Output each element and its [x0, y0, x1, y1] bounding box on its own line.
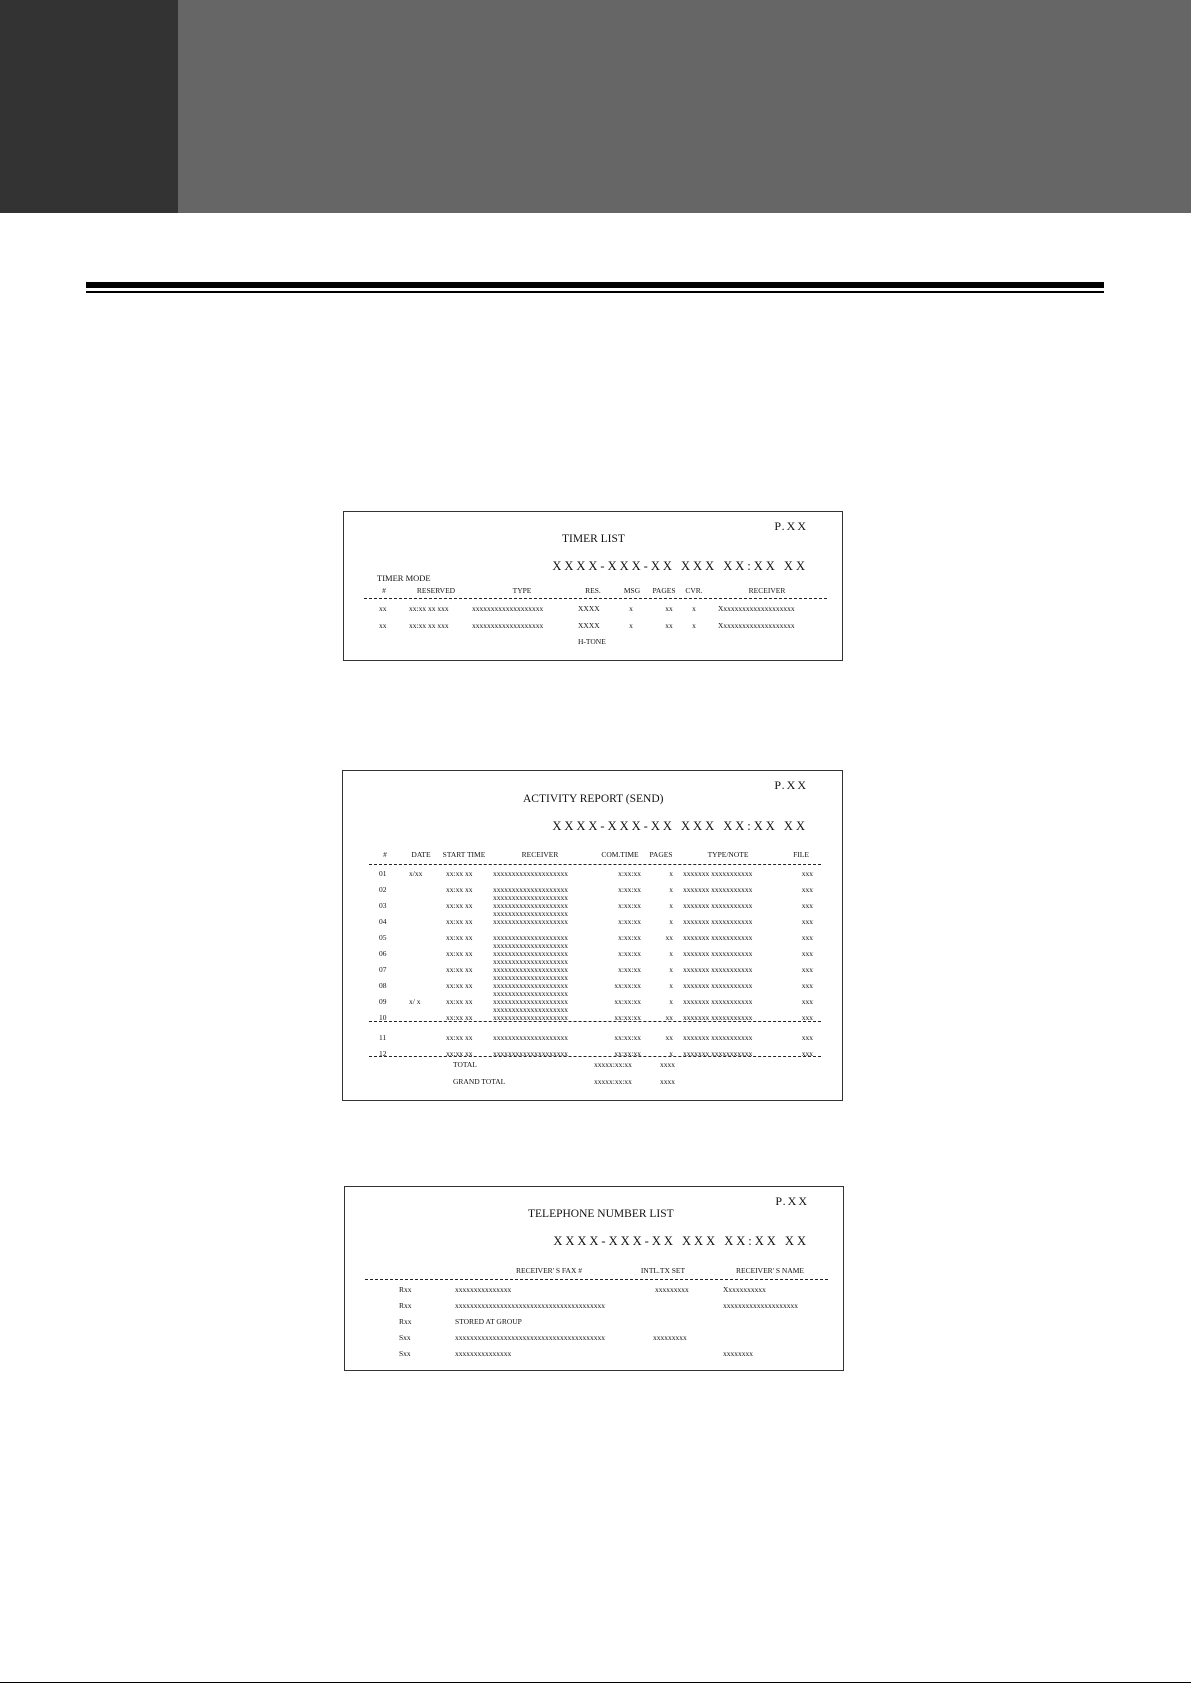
- row-number: 01: [379, 869, 387, 878]
- row-type-note: xxxxxxx xxxxxxxxxxx: [683, 901, 753, 910]
- row-receiver: xxxxxxxxxxxxxxxxxxxx: [493, 965, 568, 974]
- row-number: 11: [379, 1033, 387, 1042]
- row-pages: xx: [665, 1013, 673, 1022]
- row-number: 09: [379, 997, 387, 1006]
- row-fax-number: xxxxxxxxxxxxxxxxxxxxxxxxxxxxxxxxxxxxxxxx: [455, 1333, 605, 1342]
- column-header: TYPE/NOTE: [707, 850, 749, 859]
- column-header: RECEIVER: [748, 586, 786, 595]
- page-header-band: [178, 0, 1191, 213]
- page-number: P.XX: [774, 778, 808, 792]
- row-code: Rxx: [399, 1285, 412, 1294]
- grand-total-label: GRAND TOTAL: [453, 1077, 506, 1086]
- page-bottom-rule: [0, 1682, 1191, 1683]
- row-receiver-name: Xxxxxxxxxxx: [723, 1285, 766, 1294]
- row-com-time: x:xx:xx: [618, 949, 641, 958]
- timer-cell: xx:xx xx xxx: [409, 604, 449, 613]
- row-fax-number: xxxxxxxxxxxxxxx: [455, 1349, 512, 1358]
- row-type-note: xxxxxxx xxxxxxxxxxx: [683, 933, 753, 942]
- totals-divider: [369, 1056, 821, 1057]
- row-file: xxx: [801, 981, 813, 990]
- report-title: TIMER LIST: [562, 533, 625, 545]
- row-file: xxx: [801, 917, 813, 926]
- column-header: RECEIVER' S FAX #: [515, 1266, 582, 1275]
- timer-cell: xx: [379, 621, 387, 630]
- row-com-time: x:xx:xx: [618, 869, 641, 878]
- row-receiver-line2: xxxxxxxxxxxxxxxxxxxx: [493, 957, 568, 966]
- row-pages: x: [669, 997, 673, 1006]
- column-header: MSG: [623, 586, 641, 595]
- timer-cell: xxxxxxxxxxxxxxxxxxx: [472, 604, 544, 613]
- row-number: 02: [379, 885, 387, 894]
- row-number: 05: [379, 933, 387, 942]
- row-receiver: xxxxxxxxxxxxxxxxxxxx: [493, 933, 568, 942]
- row-pages: x: [669, 869, 673, 878]
- telephone-number-list-sample: [344, 1186, 844, 1371]
- column-header: FILE: [793, 850, 809, 859]
- column-header: RES.: [585, 586, 601, 595]
- timer-cell: Xxxxxxxxxxxxxxxxxxxx: [718, 621, 795, 630]
- row-intl-tx-set: xxxxxxxxx: [655, 1285, 689, 1294]
- row-pages: x: [669, 885, 673, 894]
- page-number: P.XX: [774, 519, 808, 533]
- chapter-tab-block: [0, 0, 178, 213]
- row-type-note: xxxxxxx xxxxxxxxxxx: [683, 869, 753, 878]
- row-receiver: xxxxxxxxxxxxxxxxxxxx: [493, 901, 568, 910]
- row-start-time: xx:xx xx: [446, 885, 473, 894]
- row-number: 04: [379, 917, 387, 926]
- row-pages: xx: [665, 933, 673, 942]
- row-intl-tx-set: xxxxxxxxx: [653, 1333, 687, 1342]
- row-receiver-line2: xxxxxxxxxxxxxxxxxxxx: [493, 973, 568, 982]
- timer-cell: xx: [379, 604, 387, 613]
- row-start-time: xx:xx xx: [446, 901, 473, 910]
- column-header: RECEIVER: [521, 850, 559, 859]
- row-receiver: xxxxxxxxxxxxxxxxxxxx: [493, 981, 568, 990]
- row-code: Rxx: [399, 1317, 412, 1326]
- row-receiver: xxxxxxxxxxxxxxxxxxxx: [493, 885, 568, 894]
- timer-cell: xxxxxxxxxxxxxxxxxxx: [472, 621, 544, 630]
- column-header: RESERVED: [416, 586, 456, 595]
- row-receiver-line2: xxxxxxxxxxxxxxxxxxxx: [493, 989, 568, 998]
- report-datetime: XXXX-XXX-XX XXX XX:XX XX: [552, 819, 808, 833]
- total-time: xxxxx:xx:xx: [594, 1060, 632, 1069]
- report-title: TELEPHONE NUMBER LIST: [528, 1208, 674, 1220]
- row-file: xxx: [801, 949, 813, 958]
- timer-cell: XXXX: [578, 604, 600, 613]
- row-com-time: x:xx:xx: [618, 933, 641, 942]
- row-type-note: xxxxxxx xxxxxxxxxxx: [683, 997, 753, 1006]
- row-number: 12: [379, 1049, 387, 1058]
- row-com-time: x:xx:xx: [618, 965, 641, 974]
- row-number: 07: [379, 965, 387, 974]
- h-tone-note: H-TONE: [578, 637, 606, 646]
- column-header: #: [383, 850, 387, 859]
- row-receiver-line2: xxxxxxxxxxxxxxxxxxxx: [493, 1005, 568, 1014]
- row-file: xxx: [801, 901, 813, 910]
- row-file: xxx: [801, 885, 813, 894]
- row-receiver: xxxxxxxxxxxxxxxxxxxx: [493, 1013, 568, 1022]
- row-start-time: xx:xx xx: [446, 917, 473, 926]
- title-rule-thick: [86, 282, 1104, 288]
- row-code: Sxx: [399, 1333, 411, 1342]
- row-receiver-line2: xxxxxxxxxxxxxxxxxxxx: [493, 909, 568, 918]
- row-receiver: xxxxxxxxxxxxxxxxxxxx: [493, 949, 568, 958]
- row-receiver: xxxxxxxxxxxxxxxxxxxx: [493, 917, 568, 926]
- column-header: #: [382, 586, 386, 595]
- total-pages: xxxx: [660, 1060, 675, 1069]
- row-com-time: x:xx:xx: [618, 885, 641, 894]
- row-file: xxx: [801, 933, 813, 942]
- row-type-note: xxxxxxx xxxxxxxxxxx: [683, 981, 753, 990]
- row-divider: [369, 1021, 821, 1022]
- row-number: 03: [379, 901, 387, 910]
- page-number: P.XX: [775, 1194, 809, 1208]
- row-start-time: xx:xx xx: [446, 981, 473, 990]
- row-fax-number: STORED AT GROUP: [455, 1317, 522, 1326]
- row-pages: x: [669, 917, 673, 926]
- timer-cell: x: [629, 604, 633, 613]
- row-number: 10: [379, 1013, 387, 1022]
- row-file: xxx: [801, 1033, 813, 1042]
- row-com-time: xx:xx:xx: [614, 1049, 641, 1058]
- row-com-time: x:xx:xx: [618, 917, 641, 926]
- row-pages: x: [669, 949, 673, 958]
- row-type-note: xxxxxxx xxxxxxxxxxx: [683, 965, 753, 974]
- row-file: xxx: [801, 997, 813, 1006]
- row-receiver-name: xxxxxxxx: [723, 1349, 753, 1358]
- timer-mode-label: TIMER MODE: [377, 573, 431, 583]
- column-header: PAGES: [652, 586, 676, 595]
- row-receiver: xxxxxxxxxxxxxxxxxxxx: [493, 869, 568, 878]
- row-receiver-line2: xxxxxxxxxxxxxxxxxxxx: [493, 893, 568, 902]
- row-date: x/ x: [409, 997, 421, 1006]
- timer-cell: x: [692, 621, 696, 630]
- row-start-time: xx:xx xx: [446, 869, 473, 878]
- row-receiver: xxxxxxxxxxxxxxxxxxxx: [493, 1033, 568, 1042]
- row-number: 06: [379, 949, 387, 958]
- column-header: DATE: [411, 850, 431, 859]
- row-file: xxx: [801, 869, 813, 878]
- row-number: 08: [379, 981, 387, 990]
- report-datetime: XXXX-XXX-XX XXX XX:XX XX: [553, 1234, 809, 1248]
- row-receiver: xxxxxxxxxxxxxxxxxxxx: [493, 1049, 568, 1058]
- row-file: xxx: [801, 1013, 813, 1022]
- row-start-time: xx:xx xx: [446, 1033, 473, 1042]
- row-receiver: xxxxxxxxxxxxxxxxxxxx: [493, 997, 568, 1006]
- row-receiver-line2: xxxxxxxxxxxxxxxxxxxx: [493, 941, 568, 950]
- row-start-time: xx:xx xx: [446, 933, 473, 942]
- row-start-time: xx:xx xx: [446, 965, 473, 974]
- header-divider: [365, 1279, 828, 1280]
- column-header: TYPE: [512, 586, 532, 595]
- grand-total-pages: xxxx: [660, 1077, 675, 1086]
- row-pages: x: [669, 901, 673, 910]
- row-pages: x: [669, 965, 673, 974]
- row-type-note: xxxxxxx xxxxxxxxxxx: [683, 1013, 753, 1022]
- column-header: RECEIVER' S NAME: [735, 1266, 805, 1275]
- column-header: START TIME: [442, 850, 486, 859]
- row-com-time: x:xx:xx: [618, 901, 641, 910]
- title-rule-thin: [86, 291, 1104, 293]
- row-code: Sxx: [399, 1349, 411, 1358]
- row-pages: x: [669, 981, 673, 990]
- column-header: CVR.: [685, 586, 703, 595]
- column-header: INTL.TX SET: [640, 1266, 686, 1275]
- row-file: xxx: [801, 965, 813, 974]
- timer-list-sample: [343, 511, 843, 661]
- row-code: Rxx: [399, 1301, 412, 1310]
- row-pages: x: [669, 1049, 673, 1058]
- grand-total-time: xxxxx:xx:xx: [594, 1077, 632, 1086]
- row-start-time: xx:xx xx: [446, 949, 473, 958]
- timer-cell: Xxxxxxxxxxxxxxxxxxxx: [718, 604, 795, 613]
- header-divider: [369, 864, 821, 865]
- row-start-time: xx:xx xx: [446, 997, 473, 1006]
- activity-report-sample: [342, 770, 843, 1101]
- timer-cell: xx: [665, 604, 673, 613]
- total-label: TOTAL: [453, 1060, 477, 1069]
- header-divider: [364, 598, 827, 599]
- row-type-note: xxxxxxx xxxxxxxxxxx: [683, 1049, 753, 1058]
- row-com-time: xx:xx:xx: [614, 997, 641, 1006]
- timer-cell: xx:xx xx xxx: [409, 621, 449, 630]
- row-type-note: xxxxxxx xxxxxxxxxxx: [683, 885, 753, 894]
- row-start-time: xx:xx xx: [446, 1049, 473, 1058]
- row-fax-number: xxxxxxxxxxxxxxx: [455, 1285, 512, 1294]
- row-receiver-name: xxxxxxxxxxxxxxxxxxxx: [723, 1301, 798, 1310]
- row-file: xxx: [801, 1049, 813, 1058]
- report-datetime: XXXX-XXX-XX XXX XX:XX XX: [552, 559, 808, 573]
- timer-cell: xx: [665, 621, 673, 630]
- row-type-note: xxxxxxx xxxxxxxxxxx: [683, 949, 753, 958]
- timer-cell: x: [629, 621, 633, 630]
- row-com-time: xx:xx:xx: [614, 1033, 641, 1042]
- row-fax-number: xxxxxxxxxxxxxxxxxxxxxxxxxxxxxxxxxxxxxxxx: [455, 1301, 605, 1310]
- column-header: COM.TIME: [601, 850, 639, 859]
- column-header: PAGES: [649, 850, 673, 859]
- row-type-note: xxxxxxx xxxxxxxxxxx: [683, 917, 753, 926]
- row-com-time: xx:xx:xx: [614, 1013, 641, 1022]
- report-title: ACTIVITY REPORT (SEND): [523, 793, 664, 805]
- row-com-time: xx:xx:xx: [614, 981, 641, 990]
- row-pages: xx: [665, 1033, 673, 1042]
- timer-cell: XXXX: [578, 621, 600, 630]
- row-type-note: xxxxxxx xxxxxxxxxxx: [683, 1033, 753, 1042]
- row-date: x/xx: [409, 869, 423, 878]
- row-start-time: xx:xx xx: [446, 1013, 473, 1022]
- timer-cell: x: [692, 604, 696, 613]
